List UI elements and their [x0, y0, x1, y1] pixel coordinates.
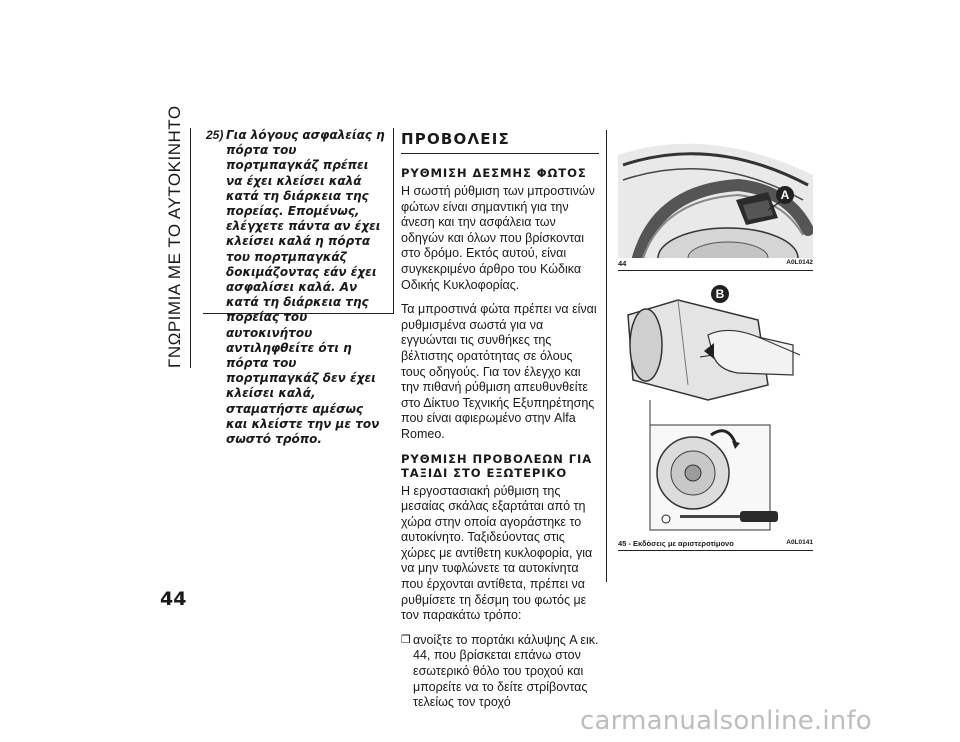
figure-44-caption: [618, 259, 813, 268]
paragraph: Η εργοστασιακή ρύθμιση της μεσαίας σκάλας εξαρτάται από τη χώρα στην οποία αγοράστηκε το αυτοκίνητο. Ταξιδεύοντας στις χώρες με αντίθετη κυκλοφορία, για να μην τυφλώνετε τα αυτοκίνητα που έρχονται αντίθετα, πρέπει να ρυθμίσετε τη δέσμη του φωτός με τον παρακάτω τρόπο:: [401, 483, 593, 623]
figure-45-code: A0L0141: [786, 539, 813, 546]
page-number: 44: [160, 588, 187, 610]
warning-note: [203, 128, 394, 447]
figure-44-code: A0L0142: [786, 259, 813, 266]
main-column: [401, 130, 599, 711]
caption-rule: [618, 270, 813, 271]
subheading-beam-adjustment: ΡΥΘΜΙΣΗ ΔΕΣΜΗΣ ΦΩΤΟΣ: [401, 166, 587, 180]
watermark: carmanualsonline.info: [580, 706, 872, 736]
list-item: [401, 633, 599, 711]
section-title: ΠΡΟΒΟΛΕΙΣ: [401, 130, 599, 154]
note-text: Για λόγους ασφαλείας η πόρτα του πορτμπαγκάζ πρέπει να έχει κλείσει καλά κατά τη διάρκεια της πορείας. Επομένως, ελέγχετε πάντα αν έχει κλείσει καλά η πόρτα του πορτμπαγκάζ δοκιμάζοντας εάν έχει ασφαλίσει καλά. Αν κατά τη διάρκεια της πορείας του αυτοκινήτου αντιληφθείτε ότι η πόρτα του πορτμπαγκάζ δεν έχει κλείσει καλά, σταματήστε αμέσως και κλείστε την με τον σωστό τρόπο.: [226, 128, 385, 447]
figure-headlamp: [618, 275, 813, 535]
list-item-text: ανοίξτε το πορτάκι κάλυψης A εικ. 44, που βρίσκεται επάνω στον εσωτερικό θόλο του τροχού και μπορείτε να το δείτε στρίβοντας τελείως τον τροχό: [413, 632, 599, 710]
callout-a: A: [776, 186, 794, 204]
headlamp-illustration: [618, 275, 813, 535]
subheading-abroad: ΡΥΘΜΙΣΗ ΠΡΟΒΟΛΕΩΝ ΓΙΑ ΤΑΞΙΔΙ ΣΤΟ ΕΞΩΤΕΡΙΚΟ: [401, 451, 593, 480]
figure-wheel-arch: [618, 130, 813, 258]
figure-45-caption: [618, 539, 813, 548]
paragraph: Η σωστή ρύθμιση των μπροστινών φώτων είναι σημαντική για την άνεση και την ασφάλεια των οδηγών και όλων που βρίσκονται στο δρόμο. Εκτός αυτού, είναι συγκεκριμένο άρθρο του Κώδικα Οδικής Κυκλοφορίας.: [401, 184, 595, 292]
chapter-divider: [190, 128, 191, 368]
callout-b: B: [711, 285, 729, 303]
paragraph: Τα μπροστινά φώτα πρέπει να είναι ρυθμισμένα σωστά για να εγγυώνται τις συνθήκες της βέλτιστης ορατότητας σε όλους τους οδηγούς. Για τον έλεγχο και την πιθανή ρύθμιση απευθυνθείτε στο Δίκτυο Τεχνικής Εξυπηρέτησης που είναι αφιερωμένο στην Alfa Romeo.: [401, 302, 597, 441]
caption-rule: [618, 550, 813, 551]
note-number: 25): [206, 128, 224, 142]
column-divider: [606, 130, 607, 582]
chapter-title: ΓΝΩΡΙΜΙΑ ΜΕ ΤΟ ΑΥΤΟΚΙΝΗΤΟ: [165, 105, 184, 368]
figure-45-title: 45 - Εκδόσεις με αριστεροτίμονο: [618, 539, 734, 548]
figure-44-number: 44: [618, 259, 627, 268]
checkbox-bullet-icon: ❒: [401, 633, 411, 646]
